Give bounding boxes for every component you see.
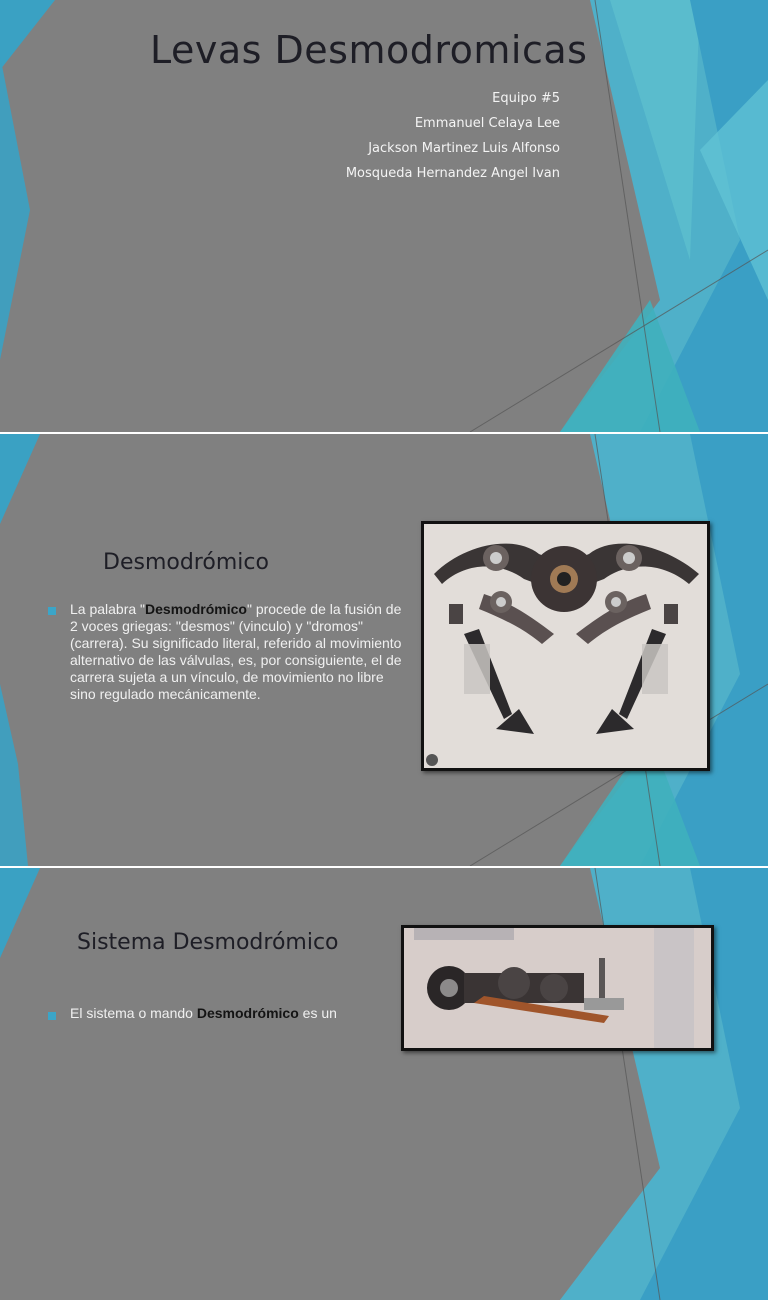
desmodromic-valve-photo (421, 521, 710, 771)
member-name: Jackson Martinez Luis Alfonso (368, 141, 560, 156)
subtitle-block (346, 86, 560, 186)
bullet-square-icon (48, 607, 56, 615)
bullet-paragraph (70, 1005, 370, 1022)
member-name: Mosqueda Hernandez Angel Ivan (345, 166, 560, 181)
slide-heading: Desmodrómico (103, 550, 269, 575)
paragraph-text: es un (298, 1005, 337, 1021)
title-slide (0, 0, 768, 432)
valve-assembly-illustration (424, 524, 707, 768)
desmodromic-system-photo (401, 925, 714, 1051)
bullet-paragraph (70, 601, 405, 703)
team-label: Equipo #5 (492, 91, 560, 106)
paragraph-text: El sistema o mando (70, 1005, 197, 1021)
slide-heading: Sistema Desmodrómico (77, 930, 339, 955)
paragraph-text: La palabra " (70, 601, 146, 617)
system-illustration (404, 928, 711, 1048)
paragraph-bold-term: Desmodrómico (145, 601, 247, 617)
content-slide-desmodromico (0, 434, 768, 866)
content-slide-sistema (0, 868, 768, 1300)
paragraph-text: " procede de la fusión de 2 voces griegas: "desmos" (vinculo) y "dromos" (carrera). Su significado literal, referido al movimiento alternativo de las válvulas, es, por consiguiente, el de carrera sujeta a un vínculo, de movimiento no libre sino regulado mecánicamente. (70, 601, 402, 702)
member-name: Emmanuel Celaya Lee (414, 116, 560, 131)
paragraph-bold-term: Desmodrómico (196, 1005, 299, 1021)
bullet-square-icon (48, 1012, 56, 1020)
slide-title: Levas Desmodromicas (150, 28, 588, 72)
